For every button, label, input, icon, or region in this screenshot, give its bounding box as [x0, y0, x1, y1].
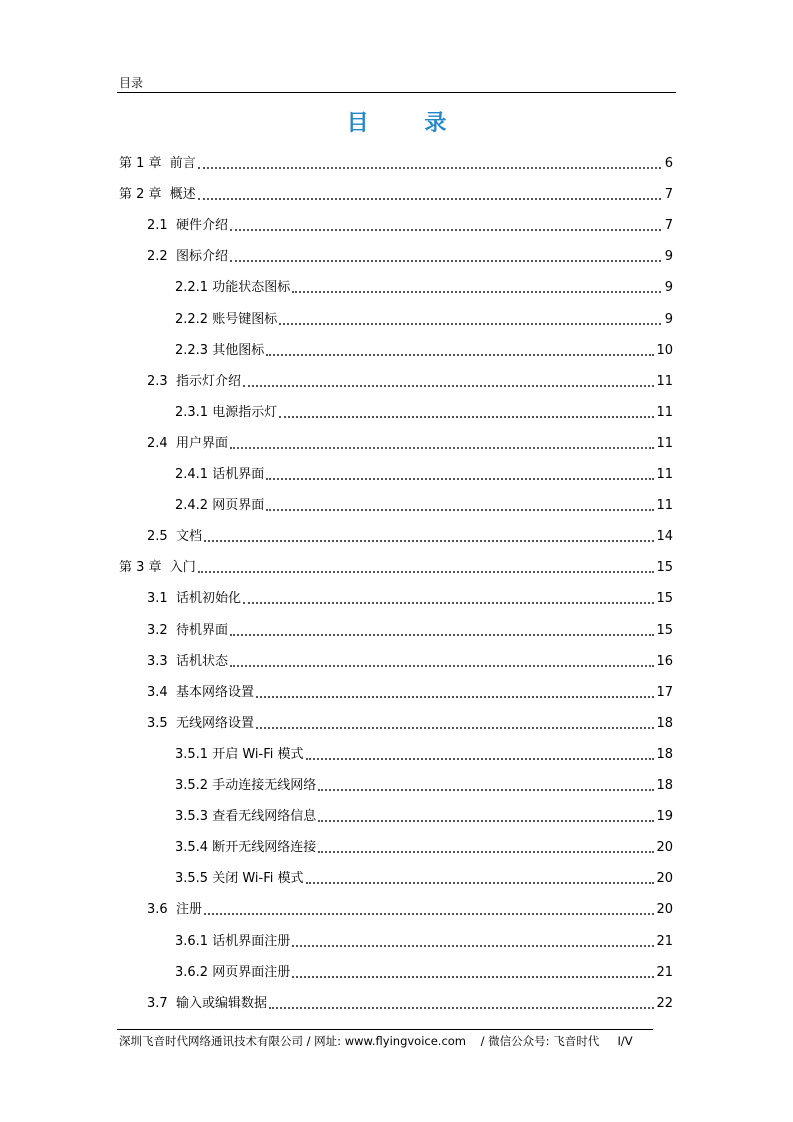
toc-dot-leader — [279, 416, 654, 418]
toc-entry-number: 3.6.1 — [175, 934, 209, 949]
toc-dot-leader — [198, 167, 661, 169]
toc-dot-leader — [318, 851, 654, 853]
toc-entry-title: 账号键图标 — [208, 312, 278, 327]
toc-entry-page: 9 — [664, 249, 673, 264]
toc-entry[interactable] — [175, 278, 673, 296]
toc-entry-number: 3.5 — [147, 716, 168, 731]
toc-entry-number: 2.4.1 — [175, 467, 209, 482]
toc-entry-title: 无线网络设置 — [167, 716, 254, 731]
toc-dot-leader — [292, 291, 661, 293]
toc-entry-number: 2.2.3 — [175, 343, 209, 358]
toc-entry-number: 3.2 — [147, 623, 168, 638]
toc-entry-page: 21 — [656, 965, 673, 980]
toc-entry-title: 入门 — [161, 560, 196, 575]
toc-entry-page: 7 — [664, 218, 673, 233]
toc-dot-leader — [230, 634, 655, 636]
toc-entry[interactable] — [175, 403, 673, 421]
toc-dot-leader — [292, 976, 654, 978]
toc-entry-page: 18 — [656, 778, 673, 793]
toc-entry[interactable] — [175, 838, 673, 856]
toc-dot-leader — [198, 198, 661, 200]
toc-dot-leader — [230, 447, 655, 449]
toc-entry[interactable] — [147, 434, 673, 452]
toc-entry[interactable] — [175, 963, 673, 981]
toc-entry-page: 11 — [656, 405, 673, 420]
toc-entry[interactable] — [175, 776, 673, 794]
toc-entry-number: 3.5.4 — [175, 840, 209, 855]
toc-entry-title: 功能状态图标 — [208, 280, 291, 295]
toc-entry-page: 15 — [656, 560, 673, 575]
toc-dot-leader — [198, 571, 655, 573]
toc-entry-number: 3.1 — [147, 591, 168, 606]
toc-entry[interactable] — [147, 372, 673, 390]
toc-entry-page: 16 — [656, 654, 673, 669]
toc-entry[interactable] — [147, 589, 673, 607]
toc-entry[interactable] — [119, 558, 673, 576]
toc-entry-number: 3.4 — [147, 685, 168, 700]
toc-entry-page: 15 — [656, 591, 673, 606]
footer-divider — [117, 1029, 653, 1030]
toc-entry-page: 14 — [656, 529, 673, 544]
toc-dot-leader — [230, 229, 661, 231]
toc-entry-page: 11 — [656, 467, 673, 482]
toc-entry[interactable] — [147, 216, 673, 234]
toc-entry-number: 3.5.2 — [175, 778, 209, 793]
toc-entry[interactable] — [175, 310, 673, 328]
toc-dot-leader — [230, 665, 655, 667]
toc-entry-title: 输入或编辑数据 — [167, 996, 267, 1011]
page-footer: 深圳飞音时代网络通讯技术有限公司 / 网址: www.flyingvoice.com / 微信公众号: 飞音时代 I/V — [119, 1034, 633, 1048]
toc-entry-title: 基本网络设置 — [167, 685, 254, 700]
toc-entry-title: 话机状态 — [167, 654, 228, 669]
toc-entry-page: 21 — [656, 934, 673, 949]
toc-entry-title: 手动连接无线网络 — [208, 778, 317, 793]
toc-entry-title: 关闭 Wi-Fi 模式 — [208, 871, 304, 886]
toc-dot-leader — [292, 945, 654, 947]
toc-entry-title: 查看无线网络信息 — [208, 809, 317, 824]
toc-entry-number: 第 2 章 — [119, 187, 162, 202]
toc-dot-leader — [256, 696, 655, 698]
toc-entry-page: 20 — [656, 871, 673, 886]
toc-entry-page: 19 — [656, 809, 673, 824]
toc-dot-leader — [318, 789, 654, 791]
toc-entry-title: 话机界面 — [208, 467, 265, 482]
toc-entry-title: 指示灯介绍 — [167, 374, 241, 389]
page-title: 目 录 — [346, 111, 471, 136]
toc-dot-leader — [204, 540, 655, 542]
toc-entry-page: 15 — [656, 623, 673, 638]
toc-entry-title: 图标介绍 — [167, 249, 228, 264]
toc-entry-title: 待机界面 — [167, 623, 228, 638]
toc-entry-number: 3.5.1 — [175, 747, 209, 762]
toc-entry-number: 2.5 — [147, 529, 168, 544]
toc-dot-leader — [318, 820, 654, 822]
toc-entry[interactable] — [175, 745, 673, 763]
toc-entry-number: 2.2 — [147, 249, 168, 264]
toc-entry-title: 话机初始化 — [167, 591, 241, 606]
toc-entry-number: 3.5.3 — [175, 809, 209, 824]
toc-entry-page: 18 — [656, 716, 673, 731]
toc-entry-number: 第 1 章 — [119, 156, 162, 171]
toc-entry[interactable] — [147, 247, 673, 265]
toc-entry[interactable] — [147, 621, 673, 639]
toc-entry-page: 20 — [656, 840, 673, 855]
toc-entry-title: 文档 — [167, 529, 202, 544]
toc-entry-page: 11 — [656, 498, 673, 513]
toc-entry[interactable] — [147, 900, 673, 918]
toc-entry-title: 前言 — [161, 156, 196, 171]
toc-entry[interactable] — [119, 185, 673, 203]
toc-entry-number: 3.5.5 — [175, 871, 209, 886]
toc-entry[interactable] — [147, 994, 673, 1012]
toc-entry-title: 网页界面 — [208, 498, 265, 513]
page-header-title: 目录 — [119, 76, 144, 90]
toc-entry[interactable] — [147, 683, 673, 701]
toc-entry-number: 3.3 — [147, 654, 168, 669]
toc-dot-leader — [306, 758, 655, 760]
toc-entry-title: 注册 — [167, 902, 202, 917]
toc-entry-title: 用户界面 — [167, 436, 228, 451]
toc-dot-leader — [269, 1007, 655, 1009]
toc-entry-title: 其他图标 — [208, 343, 265, 358]
toc-entry-title: 概述 — [161, 187, 196, 202]
toc-entry-number: 2.2.2 — [175, 312, 209, 327]
toc-entry-page: 9 — [664, 312, 673, 327]
toc-entry-number: 2.4.2 — [175, 498, 209, 513]
toc-entry[interactable] — [147, 527, 673, 545]
header-divider — [117, 92, 676, 93]
toc-entry-title: 网页界面注册 — [208, 965, 291, 980]
toc-entry[interactable] — [175, 465, 673, 483]
toc-entry-number: 2.4 — [147, 436, 168, 451]
toc-entry-page: 11 — [656, 374, 673, 389]
toc-entry-number: 2.1 — [147, 218, 168, 233]
toc-entry-page: 11 — [656, 436, 673, 451]
toc-entry-number: 3.6.2 — [175, 965, 209, 980]
toc-dot-leader — [230, 260, 661, 262]
toc-dot-leader — [266, 509, 654, 511]
toc-entry[interactable] — [175, 932, 673, 950]
toc-dot-leader — [266, 478, 654, 480]
toc-entry-number: 2.3.1 — [175, 405, 209, 420]
toc-dot-leader — [306, 882, 655, 884]
toc-entry-number: 3.7 — [147, 996, 168, 1011]
toc-entry-page: 10 — [656, 343, 673, 358]
toc-entry-title: 话机界面注册 — [208, 934, 291, 949]
toc-entry[interactable] — [175, 341, 673, 359]
toc-dot-leader — [279, 323, 661, 325]
toc-entry-number: 2.2.1 — [175, 280, 209, 295]
toc-entry-number: 第 3 章 — [119, 560, 162, 575]
toc-entry-title: 电源指示灯 — [208, 405, 278, 420]
toc-entry[interactable] — [147, 652, 673, 670]
toc-dot-leader — [204, 913, 655, 915]
toc-dot-leader — [266, 354, 654, 356]
toc-entry-page: 17 — [656, 685, 673, 700]
toc-entry-page: 6 — [664, 156, 673, 171]
toc-entry[interactable] — [175, 496, 673, 514]
toc-entry[interactable] — [175, 869, 673, 887]
toc-entry-number: 3.6 — [147, 902, 168, 917]
toc-entry[interactable] — [175, 807, 673, 825]
toc-entry-title: 硬件介绍 — [167, 218, 228, 233]
toc-entry-page: 7 — [664, 187, 673, 202]
toc-entry-page: 9 — [664, 280, 673, 295]
toc-dot-leader — [256, 727, 655, 729]
toc-entry-page: 20 — [656, 902, 673, 917]
toc-entry-page: 22 — [656, 996, 673, 1011]
toc-entry-title: 断开无线网络连接 — [208, 840, 317, 855]
toc-entry-page: 18 — [656, 747, 673, 762]
toc-dot-leader — [243, 385, 655, 387]
toc-entry-title: 开启 Wi-Fi 模式 — [208, 747, 304, 762]
toc-entry[interactable] — [119, 154, 673, 172]
toc-entry-number: 2.3 — [147, 374, 168, 389]
toc-dot-leader — [243, 602, 655, 604]
toc-entry[interactable] — [147, 714, 673, 732]
